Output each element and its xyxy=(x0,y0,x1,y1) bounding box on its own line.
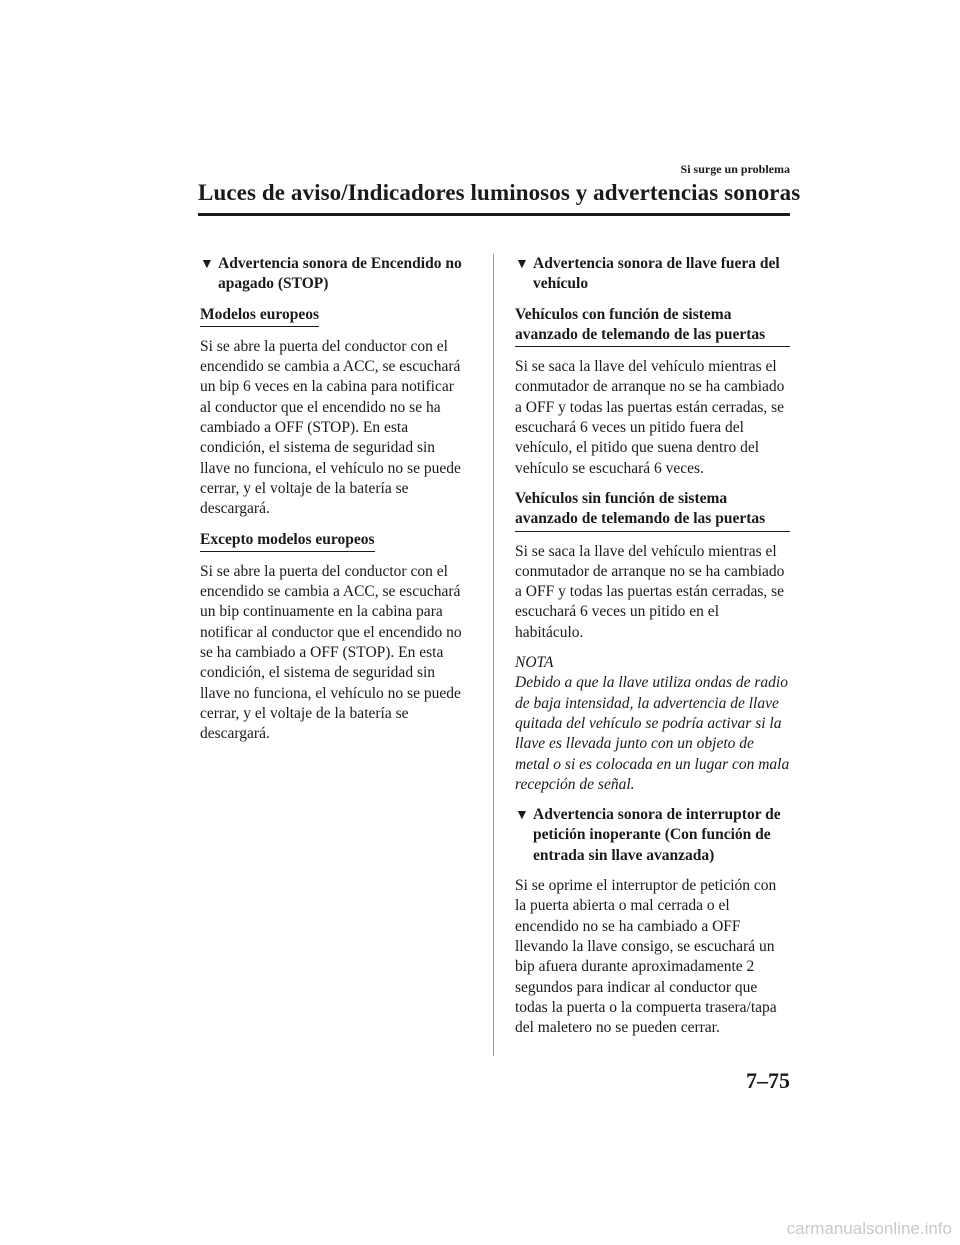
column-divider xyxy=(493,254,494,1056)
subheading-wrap xyxy=(200,530,468,562)
page-number: 7–75 xyxy=(746,1068,790,1093)
right-column xyxy=(515,254,790,1048)
section-heading xyxy=(515,805,790,866)
left-column xyxy=(200,254,468,755)
triangle-marker-icon: ▼ xyxy=(200,257,214,272)
body-paragraph: Si se saca la llave del vehículo mientras el conmutador de arranque no se ha cambiado a OFF y todas las puertas están cerradas, se escuchará 6 veces un pitido fuera del vehículo, el pitido que suena dentro del vehículo se escuchará 6 veces. xyxy=(515,358,785,477)
note-text: Debido a que la llave utiliza ondas de radio de baja intensidad, la advertencia de llave quitada del vehículo se podría activar si la llave es llevada junto con un objeto de metal o si es colocada en un lugar con mala recepción de señal. xyxy=(515,674,790,793)
subheading: Vehículos sin función de sistema avanzado de telemando de las puertas xyxy=(515,489,790,532)
header-rule xyxy=(198,213,790,216)
triangle-marker-icon: ▼ xyxy=(515,808,529,824)
page-header-title: Luces de aviso/Indicadores luminosos y advertencias sonoras xyxy=(198,180,801,205)
section-title: Advertencia sonora de llave fuera del vehículo xyxy=(533,255,780,293)
chapter-title: Si surge un problema xyxy=(680,162,790,176)
section-title: Advertencia sonora de interruptor de petición inoperante (Con función de entrada sin llave avanzada) xyxy=(533,806,781,864)
triangle-marker-icon: ▼ xyxy=(515,257,529,272)
section-heading xyxy=(515,254,790,295)
subheading: Vehículos con función de sistema avanzado de telemando de las puertas xyxy=(515,305,790,348)
subheading-wrap xyxy=(515,489,790,542)
subheading: Excepto modelos europeos xyxy=(200,530,375,552)
subheading-wrap xyxy=(515,305,790,358)
body-paragraph: Si se saca la llave del vehículo mientras el conmutador de arranque no se ha cambiado a OFF y todas las puertas están cerradas, se escuchará 6 veces un pitido en el habitáculo. xyxy=(515,542,785,641)
body-paragraph: Si se abre la puerta del conductor con el encendido se cambia a ACC, se escuchará un bip continuamente en la cabina para notificar al conductor que el encendido no se ha cambiado a OFF (STOP). En esta condición, el sistema de seguridad sin llave no funciona, el vehículo no se puede cerrar, y el voltaje de la batería se descargará. xyxy=(200,562,462,743)
body-paragraph: Si se oprime el interruptor de petición con la puerta abierta o mal cerrada o el encendido no se ha cambiado a OFF llevando la llave consigo, se escuchará un bip afuera durante aproximadamente 2 segundos para indicar al conductor que todas la puerta o la compuerta trasera/tapa del maletero no se pueden cerrar. xyxy=(515,877,777,1037)
section-title: Advertencia sonora de Encendido no apagado (STOP) xyxy=(218,255,462,293)
subheading-wrap xyxy=(200,305,468,337)
section-heading xyxy=(200,254,468,295)
note-label: NOTA xyxy=(515,654,554,672)
subheading: Modelos europeos xyxy=(200,305,319,327)
watermark: carmanualsonline.info xyxy=(786,1219,952,1238)
body-paragraph: Si se abre la puerta del conductor con el encendido se cambia a ACC, se escuchará un bip 6 veces en la cabina para notificar al conductor que el encendido no se ha cambiado a OFF (STOP). En esta condición, el sistema de seguridad sin llave no funciona, el vehículo no se puede cerrar, y el voltaje de la batería se descargará. xyxy=(200,337,461,518)
